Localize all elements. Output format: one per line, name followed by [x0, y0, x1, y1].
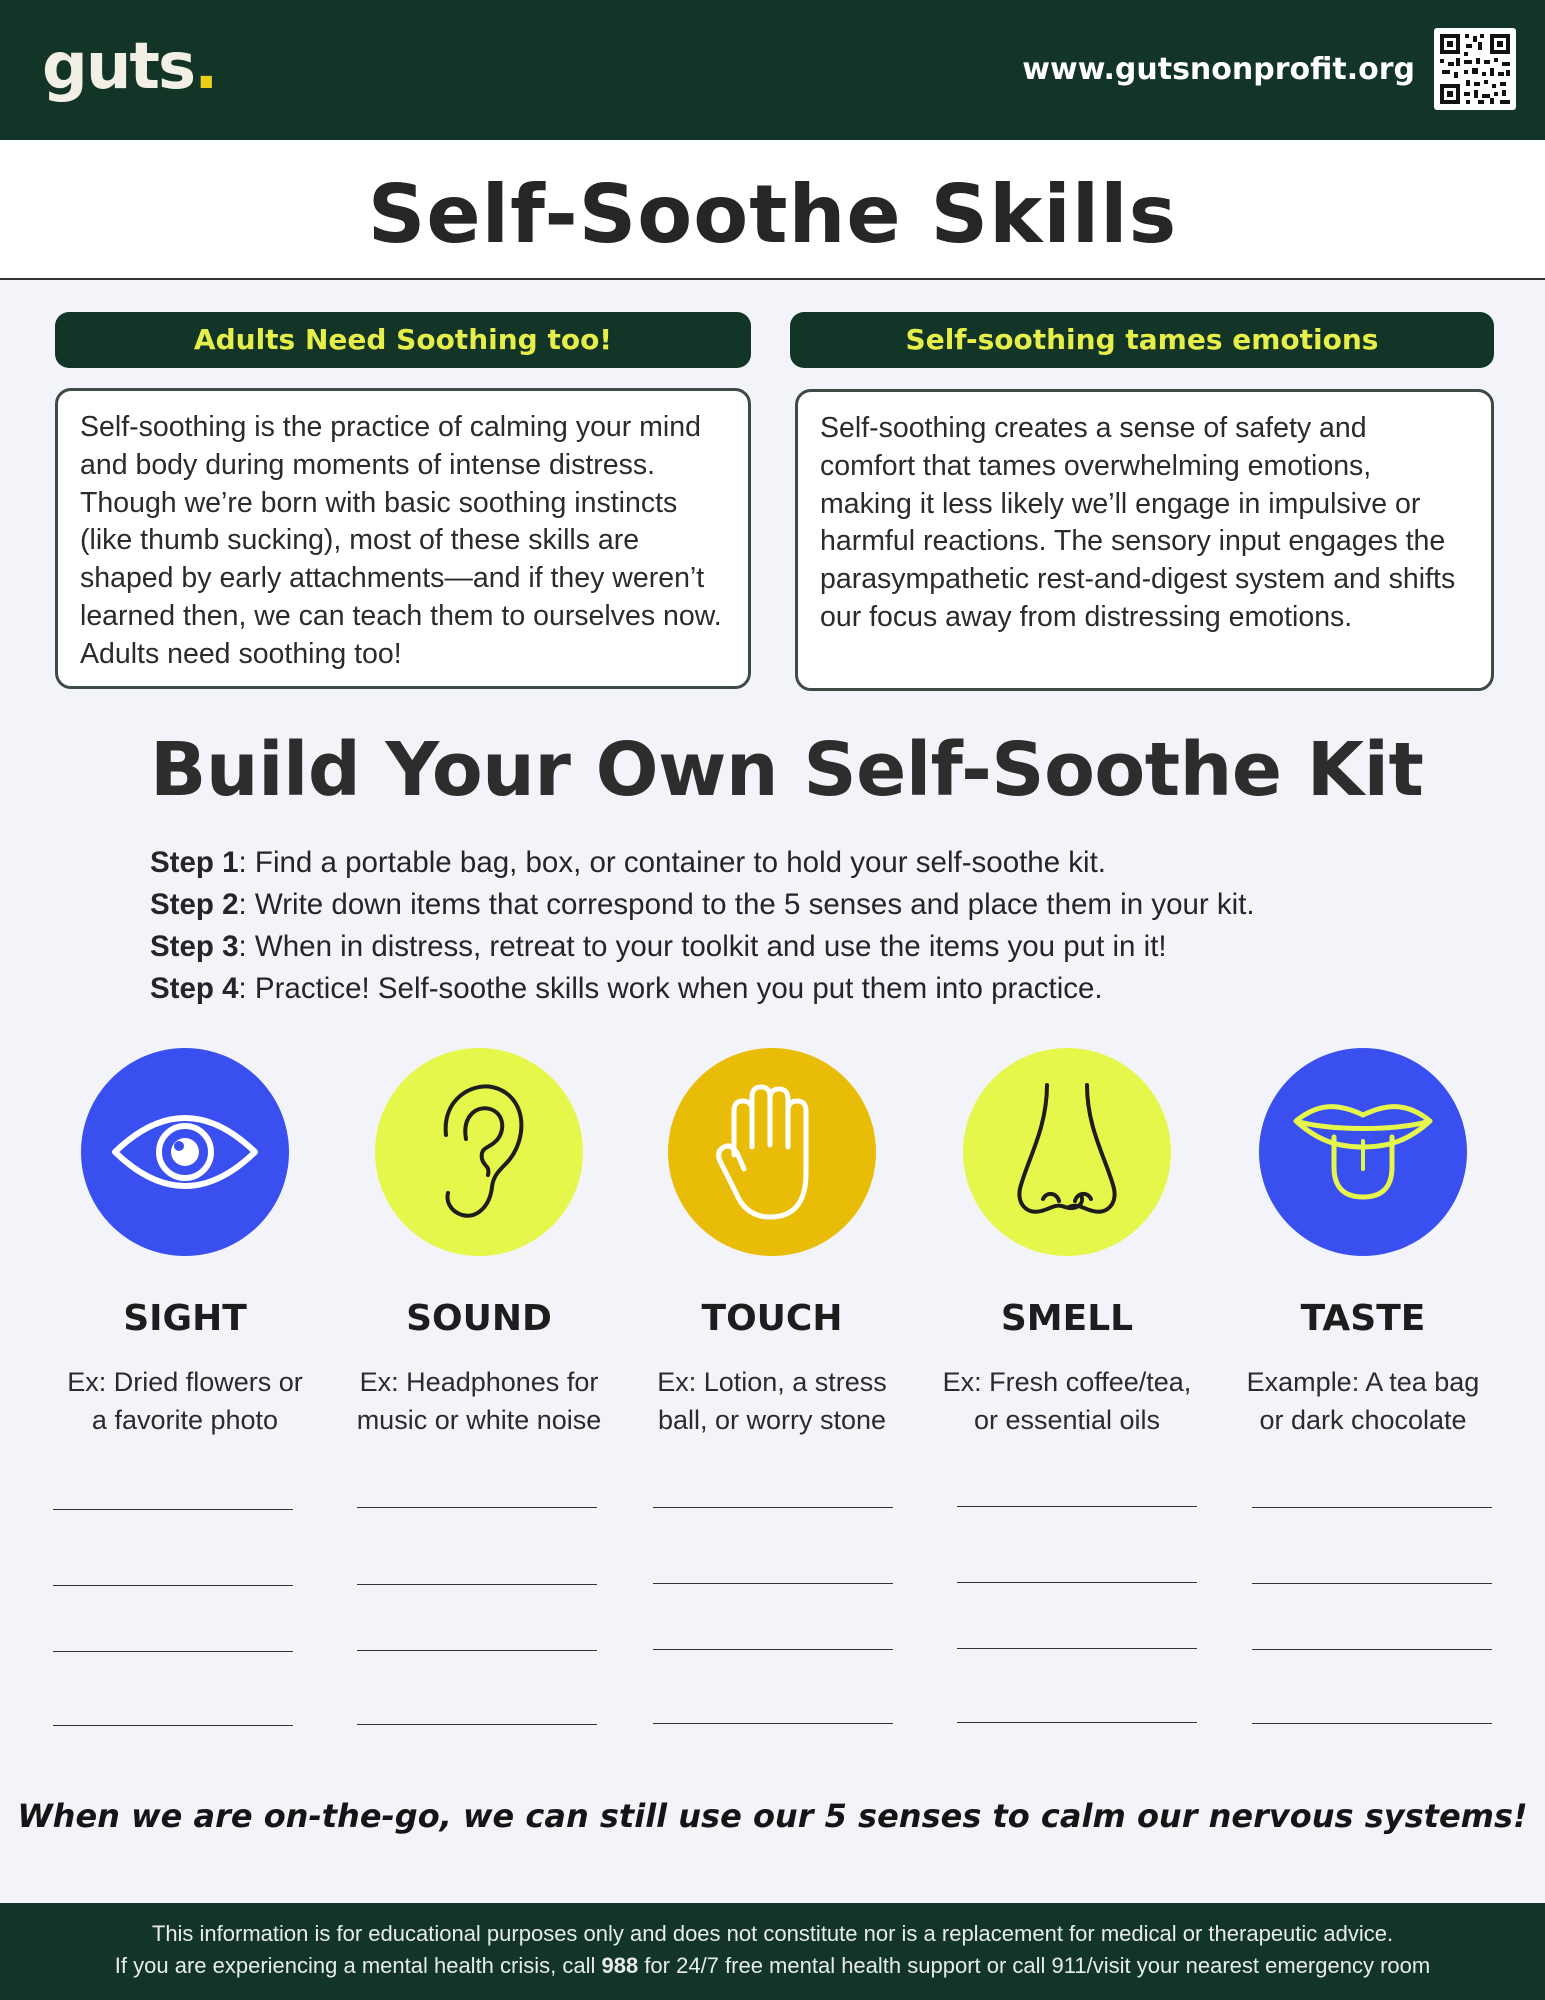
step-text: : When in distress, retreat to your toolkit and use the items you put in it! — [238, 930, 1167, 963]
write-line[interactable] — [653, 1583, 893, 1584]
example-line: Example: A tea bag — [1246, 1367, 1480, 1397]
step-text: : Practice! Self-soothe skills work when you put them into practice. — [238, 972, 1103, 1005]
step-item — [150, 968, 1450, 1010]
crisis-text: for 24/7 free mental health support or call 911/visit your nearest emergency room — [638, 1953, 1431, 1978]
card-heading-emotions: Self-soothing tames emotions — [790, 312, 1494, 368]
card-body-adults: Self-soothing is the practice of calming your mind and body during moments of intense distress. Though we’re born with basic soothing instincts (like thumb sucking), most of these skills are shaped by early attachments—and if they weren’t learned then, we can teach them to ourselves now. Adults need soothing too! — [55, 388, 751, 689]
website-link[interactable]: www.gutsnonprofit.org — [1022, 52, 1415, 87]
write-line[interactable] — [53, 1509, 293, 1510]
write-line[interactable] — [1252, 1583, 1492, 1584]
step-text: : Write down items that correspond to the 5 senses and place them in your kit. — [238, 888, 1255, 921]
qr-code-icon — [1434, 28, 1516, 110]
example-line: Ex: Fresh coffee/tea, — [942, 1367, 1192, 1397]
logo-dot: . — [194, 30, 217, 104]
kit-title: Build Your Own Self-Soothe Kit — [150, 727, 1424, 813]
sense-name: SIGHT — [123, 1298, 247, 1339]
write-line[interactable] — [957, 1582, 1197, 1583]
crisis-line — [0, 1950, 1545, 1982]
ear-icon — [424, 1077, 534, 1227]
write-line[interactable] — [53, 1585, 293, 1586]
sense-name: SMELL — [1000, 1298, 1134, 1339]
write-line[interactable] — [357, 1650, 597, 1651]
example-line: or dark chocolate — [1259, 1405, 1467, 1435]
crisis-text: If you are experiencing a mental health crisis, call — [114, 1953, 602, 1978]
write-line[interactable] — [653, 1507, 893, 1508]
disclaimer-line: This information is for educational purposes only and does not constitute nor is a replacement for medical or therapeutic advice. — [151, 1921, 1394, 1946]
step-text: : Find a portable bag, box, or container to hold your self-soothe kit. — [238, 846, 1107, 879]
tagline: When we are on-the-go, we can still use our 5 senses to calm our nervous systems! — [17, 1797, 1528, 1835]
smell-circle — [963, 1048, 1171, 1256]
crisis-number: 988 — [601, 1953, 639, 1978]
write-line[interactable] — [1252, 1723, 1492, 1724]
example-line: Ex: Headphones for — [359, 1367, 599, 1397]
write-line[interactable] — [957, 1506, 1197, 1507]
sense-name: SOUND — [406, 1298, 552, 1339]
steps-list — [150, 842, 1450, 1010]
nose-icon — [1007, 1077, 1127, 1227]
sense-example — [922, 1363, 1212, 1439]
step-label: Step 3 — [150, 930, 239, 963]
step-item — [150, 926, 1450, 968]
tongue-icon — [1288, 1097, 1438, 1207]
step-label: Step 2 — [150, 888, 239, 921]
logo-text: guts — [42, 30, 195, 104]
sense-taste — [1218, 1048, 1508, 1435]
taste-circle — [1259, 1048, 1467, 1256]
example-line: Ex: Dried flowers or — [67, 1367, 303, 1397]
write-line[interactable] — [357, 1724, 597, 1725]
sound-circle — [375, 1048, 583, 1256]
example-line: ball, or worry stone — [657, 1405, 887, 1435]
write-line[interactable] — [653, 1649, 893, 1650]
example-line: or essential oils — [973, 1405, 1161, 1435]
write-line[interactable] — [653, 1723, 893, 1724]
write-line[interactable] — [53, 1725, 293, 1726]
step-label: Step 4 — [150, 972, 239, 1005]
guts-logo[interactable] — [42, 30, 216, 104]
touch-circle — [668, 1048, 876, 1256]
card-body-emotions: Self-soothing creates a sense of safety and comfort that tames overwhelming emotions, making it less likely we’ll engage in impulsive or harmful reactions. The sensory input engages the parasympathetic rest-and-digest system and shifts our focus away from distressing emotions. — [795, 389, 1494, 691]
footer-disclaimer — [0, 1903, 1545, 2000]
eye-icon — [105, 1092, 265, 1212]
sense-sight — [40, 1048, 330, 1435]
step-item — [150, 842, 1450, 884]
write-line[interactable] — [1252, 1507, 1492, 1508]
sense-example — [627, 1363, 917, 1439]
write-line[interactable] — [957, 1648, 1197, 1649]
sight-circle — [81, 1048, 289, 1256]
write-line[interactable] — [53, 1651, 293, 1652]
page-title: Self-Soothe Skills — [367, 168, 1178, 261]
title-band — [0, 140, 1545, 280]
write-line[interactable] — [1252, 1649, 1492, 1650]
write-line[interactable] — [357, 1507, 597, 1508]
sense-name: TOUCH — [701, 1298, 843, 1339]
sense-example — [334, 1363, 624, 1439]
sense-example — [40, 1363, 330, 1439]
header-bar — [0, 0, 1545, 140]
sense-smell — [922, 1048, 1212, 1435]
sense-name: TASTE — [1300, 1298, 1426, 1339]
sense-example — [1218, 1363, 1508, 1439]
sense-sound — [334, 1048, 624, 1435]
write-line[interactable] — [957, 1722, 1197, 1723]
sense-touch — [627, 1048, 917, 1435]
step-item — [150, 884, 1450, 926]
step-label: Step 1 — [150, 846, 239, 879]
write-line[interactable] — [357, 1584, 597, 1585]
example-line: a favorite photo — [91, 1405, 279, 1435]
example-line: Ex: Lotion, a stress — [657, 1367, 887, 1397]
card-heading-adults: Adults Need Soothing too! — [55, 312, 751, 368]
hand-icon — [712, 1077, 832, 1227]
example-line: music or white noise — [356, 1405, 602, 1435]
